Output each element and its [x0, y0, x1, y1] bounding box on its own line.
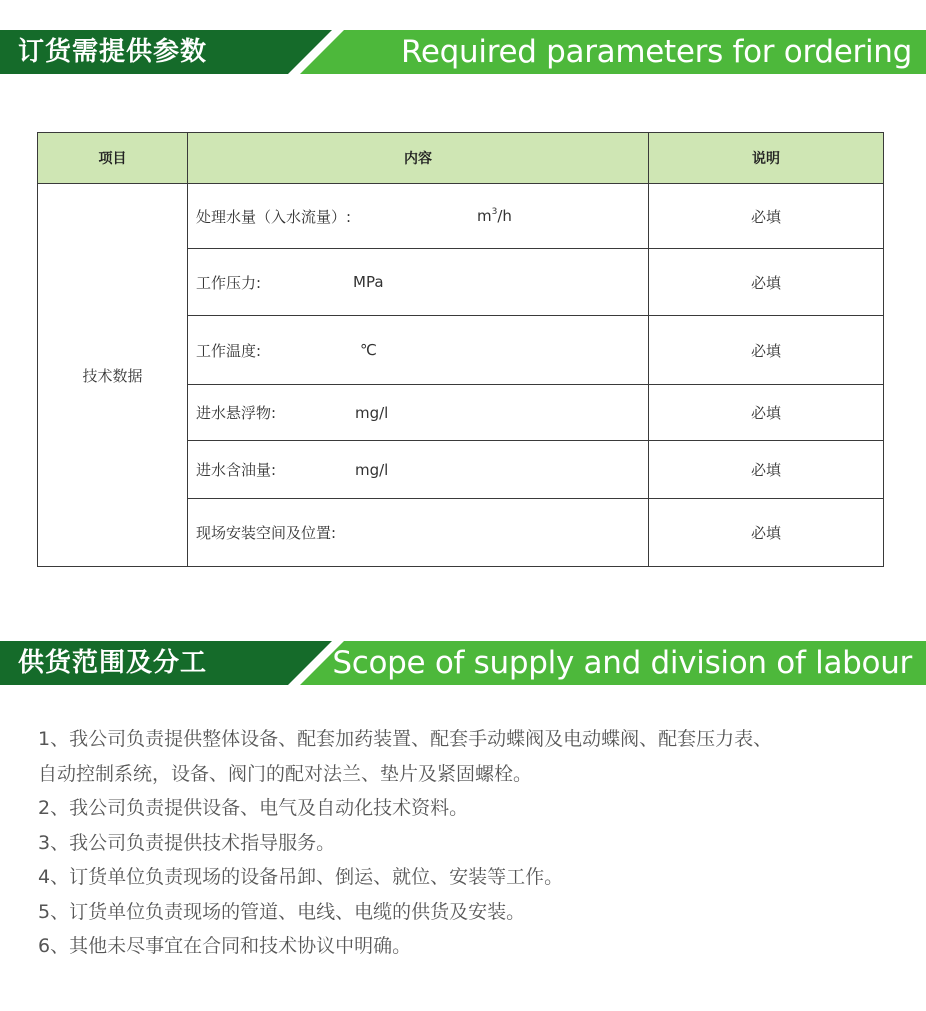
- row-unit: m $^3$ /h: [477, 207, 512, 225]
- row-label: 进水悬浮物:: [196, 404, 277, 422]
- content-cell: [188, 184, 649, 249]
- group-label-technical-data: 技术数据: [38, 184, 188, 567]
- row-unit: ℃: [360, 341, 377, 359]
- content-cell: [188, 441, 649, 499]
- row-label: 进水含油量:: [196, 461, 277, 479]
- row-unit: MPa: [353, 273, 384, 291]
- row-label: 现场安装空间及位置:: [196, 524, 337, 542]
- header-item: 项目: [38, 133, 188, 184]
- content-cell: [188, 316, 649, 385]
- row-note: 必填: [649, 184, 884, 249]
- list-item: 3、我公司负责提供技术指导服务。: [38, 831, 336, 854]
- row-note: 必填: [649, 441, 884, 499]
- row-note: 必填: [649, 316, 884, 385]
- list-item: 2、我公司负责提供设备、电气及自动化技术资料。: [38, 797, 469, 819]
- section-banner-ordering-parameters: [0, 30, 926, 74]
- content-cell: [188, 249, 649, 316]
- row-note: 必填: [649, 249, 884, 316]
- list-item: 6、其他未尽事宜在合同和技术协议中明确。: [38, 935, 412, 957]
- row-label: 工作压力:: [196, 273, 262, 292]
- section-title-en: Required parameters for ordering: [401, 34, 912, 70]
- row-note: 必填: [649, 499, 884, 567]
- header-content: 内容: [188, 133, 649, 184]
- row-label: 处理水量（入水流量）:: [196, 207, 352, 226]
- parameters-table: [37, 132, 884, 567]
- list-item: 1、我公司负责提供整体设备、配套加药装置、配套手动蝶阀及电动蝶阀、配套压力表、: [38, 728, 773, 750]
- row-unit: mg/l: [355, 403, 389, 422]
- header-note: 说明: [649, 133, 884, 184]
- content-cell: [188, 499, 649, 567]
- section-title-en: Scope of supply and division of labour: [332, 645, 912, 681]
- supply-scope-list: [38, 722, 898, 964]
- table-header-row: [38, 133, 884, 184]
- row-label: 工作温度:: [196, 341, 262, 360]
- list-item: 自动控制系统，设备、阀门的配对法兰、垫片及紧固螺栓。: [38, 762, 533, 785]
- section-banner-supply-scope: [0, 641, 926, 685]
- content-cell: [188, 385, 649, 441]
- section-title-cn: 供货范围及分工: [18, 648, 208, 678]
- list-item: 4、订货单位负责现场的设备吊卸、倒运、就位、安装等工作。: [38, 866, 564, 888]
- list-item: 5、订货单位负责现场的管道、电线、电缆的供货及安装。: [38, 900, 526, 923]
- table-row: [38, 184, 884, 249]
- section-title-cn: 订货需提供参数: [18, 37, 208, 67]
- row-unit: mg/l: [355, 460, 389, 479]
- row-note: 必填: [649, 385, 884, 441]
